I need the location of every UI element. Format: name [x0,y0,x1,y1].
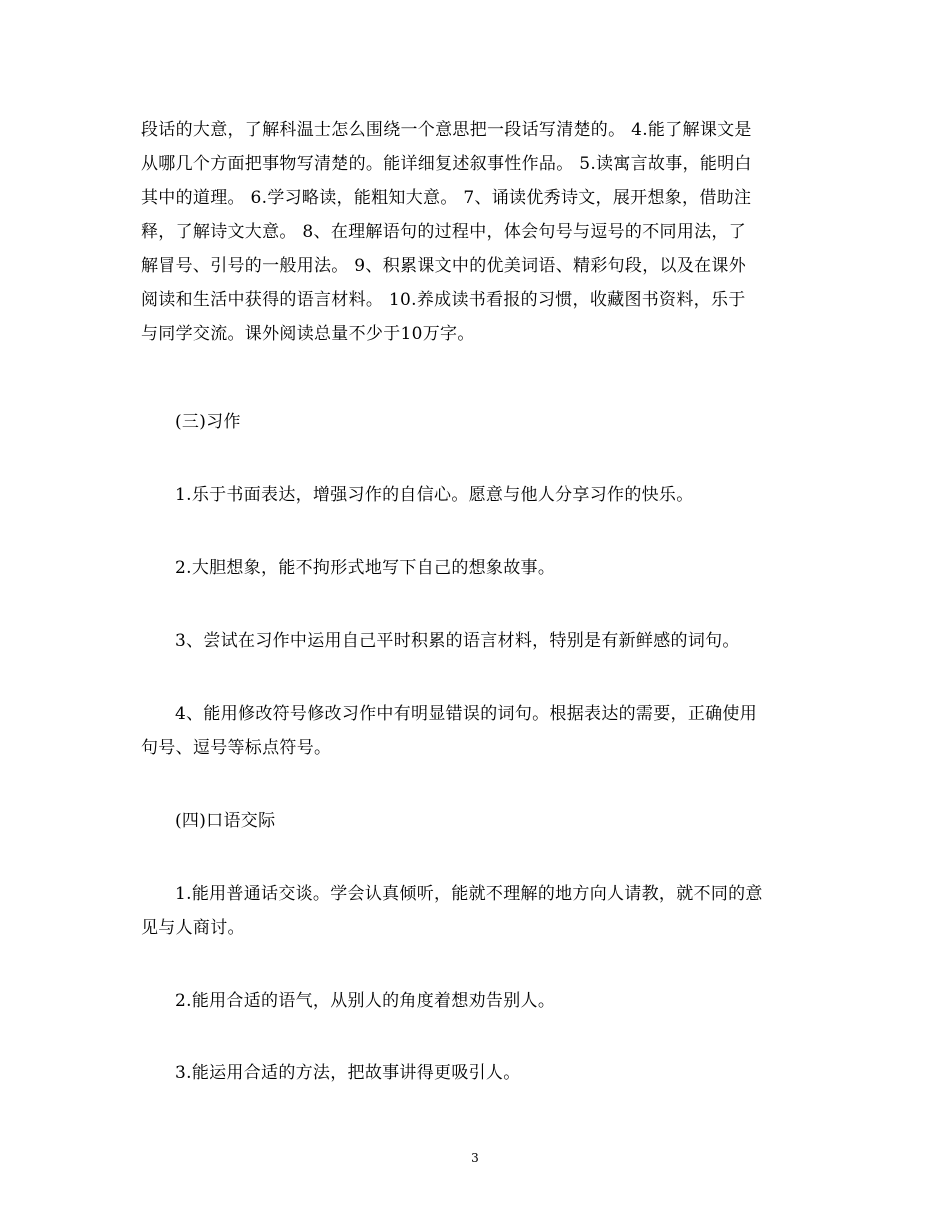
writing-item-4 [141,697,817,765]
paragraph-line: 释，了解诗文大意。 8、在理解语句的过程中，体会句号与逗号的不同用法，了 [141,222,747,242]
paragraph-line: 与同学交流。课外阅读总量不少于10万字。 [141,324,475,344]
speaking-item-1 [141,877,817,945]
section-heading-speaking: (四)口语交际 [175,811,276,831]
speaking-item-3: 3.能运用合适的方法，把故事讲得更吸引人。 [175,1063,521,1083]
paragraph-line: 1.能用普通话交谈。学会认真倾听，能就不理解的地方向人请教，就不同的意 [175,884,763,904]
paragraph-line: 从哪几个方面把事物写清楚的。能详细复述叙事性作品。 5.读寓言故事，能明白 [141,154,752,174]
paragraph-line: 见与人商讨。 [141,918,245,938]
page-number: 3 [471,1151,479,1165]
writing-item-1: 1.乐于书面表达，增强习作的自信心。愿意与他人分享习作的快乐。 [175,485,694,505]
paragraph-line: 句号、逗号等标点符号。 [141,738,332,758]
paragraph-line: 段话的大意，了解科温士怎么围绕一个意思把一段话写清楚的。 4.能了解课文是 [141,120,752,140]
paragraph-line: 阅读和生活中获得的语言材料。 10.养成读书看报的习惯，收藏图书资料，乐于 [141,290,746,310]
paragraph-line: 解冒号、引号的一般用法。 9、积累课文中的优美词语、精彩句段，以及在课外 [141,256,747,276]
section-heading-writing: (三)习作 [175,412,241,432]
reading-goals-paragraph [141,113,817,351]
writing-item-3: 3、尝试在习作中运用自己平时积累的语言材料，特别是有新鲜感的词句。 [175,631,740,651]
speaking-item-2: 2.能用合适的语气，从别人的角度着想劝告别人。 [175,991,556,1011]
paragraph-line: 其中的道理。 6.学习略读，能粗知大意。 7、诵读优秀诗文，展开想象，借助注 [141,188,752,208]
paragraph-line: 4、能用修改符号修改习作中有明显错误的词句。根据表达的需要，正确使用 [175,704,758,724]
writing-item-2: 2.大胆想象，能不拘形式地写下自己的想象故事。 [175,558,556,578]
